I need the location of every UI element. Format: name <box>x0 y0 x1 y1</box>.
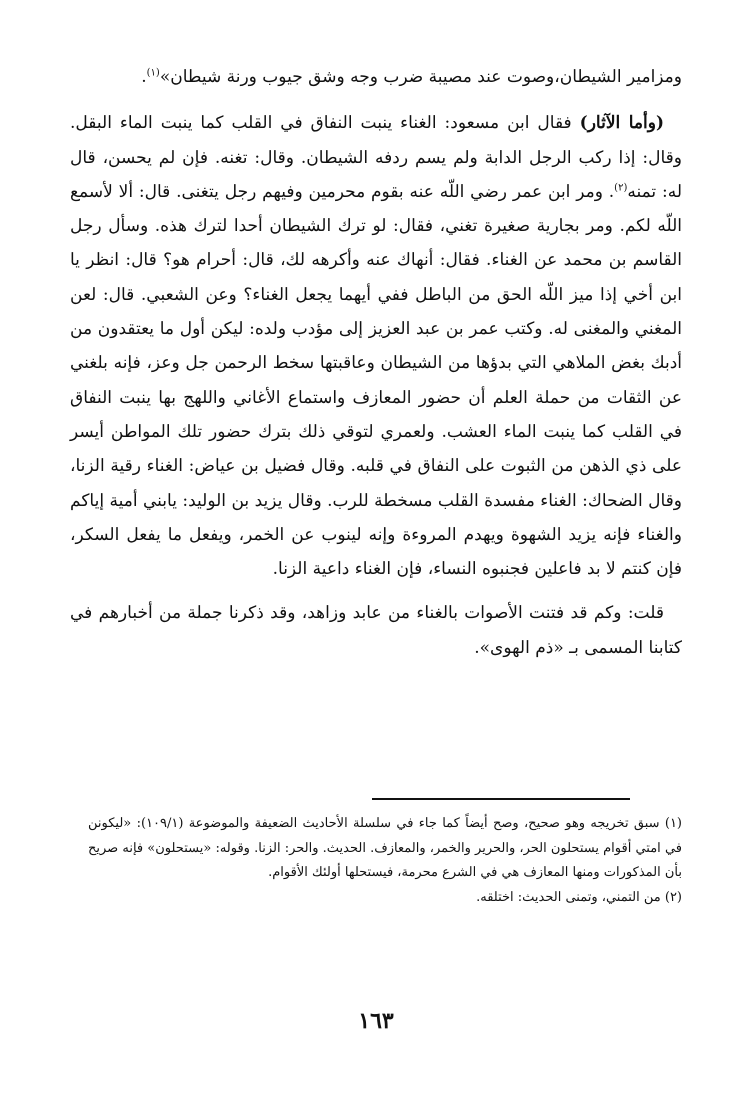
footnotes <box>88 812 682 910</box>
body-text <box>70 60 682 665</box>
closing-paragraph: قلت: وكم قد فتنت الأصوات بالغناء من عابد وزاهد، وقد ذكرنا جملة من أخبارهم في كتابنا المسمى بـ «ذم الهوى». <box>70 603 682 658</box>
footnote-ref-2: (٢) <box>614 182 628 194</box>
top-paragraph <box>70 60 682 94</box>
page-number: ١٦٣ <box>358 1008 394 1034</box>
footnote-2: (٢) من التمني، وتمنى الحديث: اختلقه. <box>476 889 682 905</box>
main-paragraph-text: فقال ابن مسعود: الغناء ينبت النفاق في القلب كما ينبت الماء البقل. وقال: إذا ركب الرجل الدابة ولم يسم ردفه الشيطان. وقال: تغنه. فإن لم يحسن، قال له: تمنه <box>70 113 682 202</box>
top-paragraph-text: ومزامير الشيطان،وصوت عند مصيبة ضرب وجه وشق جيوب ورنة شيطان» <box>159 67 682 87</box>
top-paragraph-end: . <box>141 67 147 87</box>
footnote-separator <box>372 798 630 800</box>
footnote-ref-1: (١) <box>146 67 160 79</box>
footnote-1: (١) سبق تخريجه وهو صحيح، وصح أيضاً كما جاء في سلسلة الأحاديث الضعيفة والموضوعة (١٠٩/١): «ليكونن في امتي أقوام يستحلون الحر، والحرير والخمر، والمعازف. الحديث. والحر: الزنا. وقوله: «يستحلون» فإنه صريح بأن المذكورات ومنها المعازف هي في الشرع محرمة، فيستحلها أولئك الأقوام. <box>88 816 682 880</box>
main-paragraph-text-continued: . ومر ابن عمر رضي اللّه عنه بقوم محرمين وفيهم رجل يتغنى. قال: ألا لأسمع اللّه لكم. ومر بجارية صغيرة تغني، فقال: لو ترك الشيطان أحدا لترك هذه. وسأل رجل القاسم بن محمد عن الغناء. فقال: أنهاك عنه وأكرهه لك، قال: أحرام هو؟ قال: انظر يا ابن أخي إذا ميز اللّه الحق من الباطل ففي أيهما يجعل الغناء؟ وعن الشعبي. قال: لعن المغني والمغنى له. وكتب عمر بن عبد العزيز إلى مؤدب ولده: ليكن أول ما يعتقدون من أدبك بغض الملاهي التي بدؤها من الشيطان وعاقبتها سخط الرحمن جل وعز، فإنه بلغني عن الثقات من حملة العلم أن حضور المعازف واستماع الأغاني واللهج بها ينبت النفاق في القلب كما ينبت الماء العشب. ولعمري لتوقي ذلك بترك حضور تلك المواطن أيسر على ذي الذهن من الثبوت على النفاق في قلبه. وقال فضيل بن عياض: الغناء رقية الزنا، وقال الضحاك: الغناء مفسدة القلب مسخطة للرب. وقال يزيد بن الوليد: يابني أمية إياكم والغناء فإنه يزيد الشهوة ويهدم المروءة وإنه لينوب عن الخمر، ويفعل ما يفعل السكر، فإن كنتم لا بد فاعلين فجنبوه النساء، فإن الغناء داعية الزنا. <box>70 181 682 580</box>
main-paragraph <box>70 106 682 586</box>
section-heading: (وأما الآثار) <box>579 113 665 134</box>
